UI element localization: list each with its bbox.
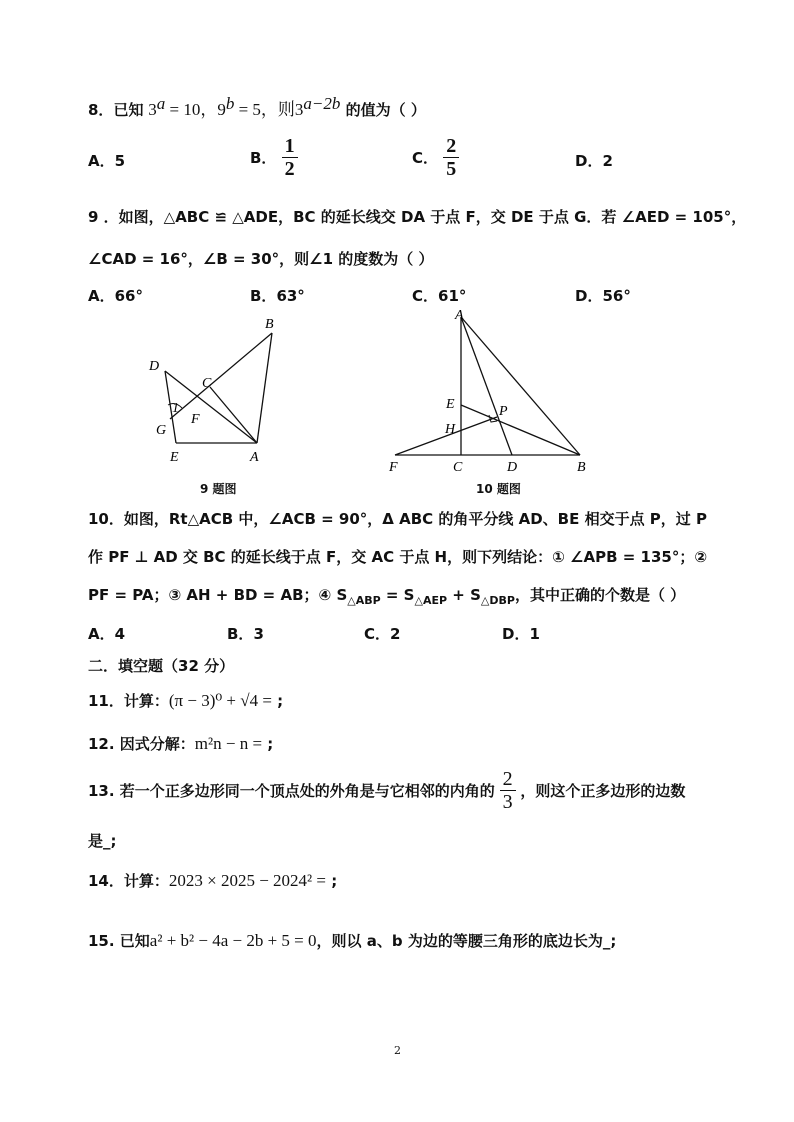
q10-stem-line1: 10．如图，Rt△ACB 中，∠ACB = 90°，Δ ABC 的角平分线 AD、BE 相交于点 P，过 P — [88, 510, 708, 528]
label-F: F — [389, 460, 398, 475]
q9-option-d: D．56° — [575, 287, 631, 305]
edge-AB — [257, 333, 272, 443]
label-G: G — [156, 423, 167, 438]
q9-option-c: C．61° — [412, 287, 467, 305]
q13-line2: 是_; — [88, 832, 117, 850]
q10-stem-line3: PF = PA；③ AH + BD = AB；④ $S_{\triangle ABP} = S_{\triangle AEP} + S_{\triangle DBP}$，其中正确的个数是（ ） — [88, 586, 686, 607]
label-A: A — [250, 450, 259, 465]
q9-option-a: A．66° — [88, 287, 143, 305]
q10-stem-line2: 作 PF ⊥ AD 交 BC 的延长线于点 F，交 AC 于点 H，则下列结论：① ∠APB = 135°；② — [88, 548, 708, 566]
q10-option-b: B．3 — [227, 625, 264, 643]
page-number: 2 — [394, 1044, 401, 1057]
q8-option-c: C． $\frac{2}{5}$ — [412, 135, 459, 180]
q9-stem-line2: ∠CAD = 16°，∠B = 30°，则∠1 的度数为（ ） — [88, 250, 434, 268]
edge-EB — [461, 405, 580, 455]
label-B: B — [265, 317, 274, 332]
q8-option-d: D．2 — [575, 152, 613, 170]
figure-10 — [385, 305, 595, 475]
edge-BG — [170, 333, 272, 419]
section-2-heading: 二．填空题（32 分） — [88, 657, 235, 675]
label-C: C — [202, 376, 212, 391]
q10-option-a: A．4 — [88, 625, 126, 643]
label-C: C — [453, 460, 463, 475]
edge-CA — [210, 387, 257, 443]
label-angle-1: 1 — [172, 401, 179, 416]
q8-number: 8． — [88, 101, 114, 119]
q10-option-d: D．1 — [502, 625, 540, 643]
q8-option-b: B． $\frac{1}{2}$ — [250, 135, 298, 180]
label-F: F — [191, 412, 200, 427]
label-B: B — [577, 460, 586, 475]
q11: 11．计算：(π − 3)⁰ + √4 = ; — [88, 691, 284, 710]
q9-option-b: B．63° — [250, 287, 305, 305]
edge-AD — [461, 317, 512, 455]
figure-9-caption: 9 题图 — [200, 482, 237, 496]
q8-option-a: A．5 — [88, 152, 126, 170]
q10-option-c: C．2 — [364, 625, 401, 643]
edge-AB — [461, 317, 580, 455]
q13-fraction: $\frac{2}{3}$ — [500, 768, 516, 813]
q13-line1: 13. 若一个正多边形同一个顶点处的外角是与它相邻的内角的 $\frac{2}{3}$ ，则这个正多边形的边数 — [88, 768, 686, 813]
label-D: D — [149, 359, 160, 374]
label-E: E — [446, 397, 455, 412]
q8-option-c-fraction: $\frac{2}{5}$ — [443, 135, 459, 180]
q12: 12. 因式分解：m²n − n = ; — [88, 734, 274, 753]
q9-stem-line1: 9 ．如图，△ABC ≌ △ADE，BC 的延长线交 DA 于点 F，交 DE 于点 G．若 ∠AED = 105°， — [88, 208, 747, 226]
label-H: H — [445, 422, 456, 437]
q15: 15. 已知a² + b² − 4a − 2b + 5 = 0，则以 a、b 为边的等腰三角形的底边长为_; — [88, 931, 617, 950]
label-D: D — [507, 460, 518, 475]
q8-stem: 8．已知 $3^a = 10$，$9^b = 5$，则$3^{a-2b}$ 的值为（ ） — [88, 94, 426, 119]
label-A: A — [455, 308, 464, 323]
label-E: E — [170, 450, 179, 465]
q8-option-b-fraction: $\frac{1}{2}$ — [282, 135, 298, 180]
figure-9 — [145, 315, 295, 475]
figure-10-caption: 10 题图 — [476, 482, 521, 496]
q14: 14．计算：2023 × 2025 − 2024² = ; — [88, 871, 338, 890]
label-P: P — [499, 404, 508, 419]
